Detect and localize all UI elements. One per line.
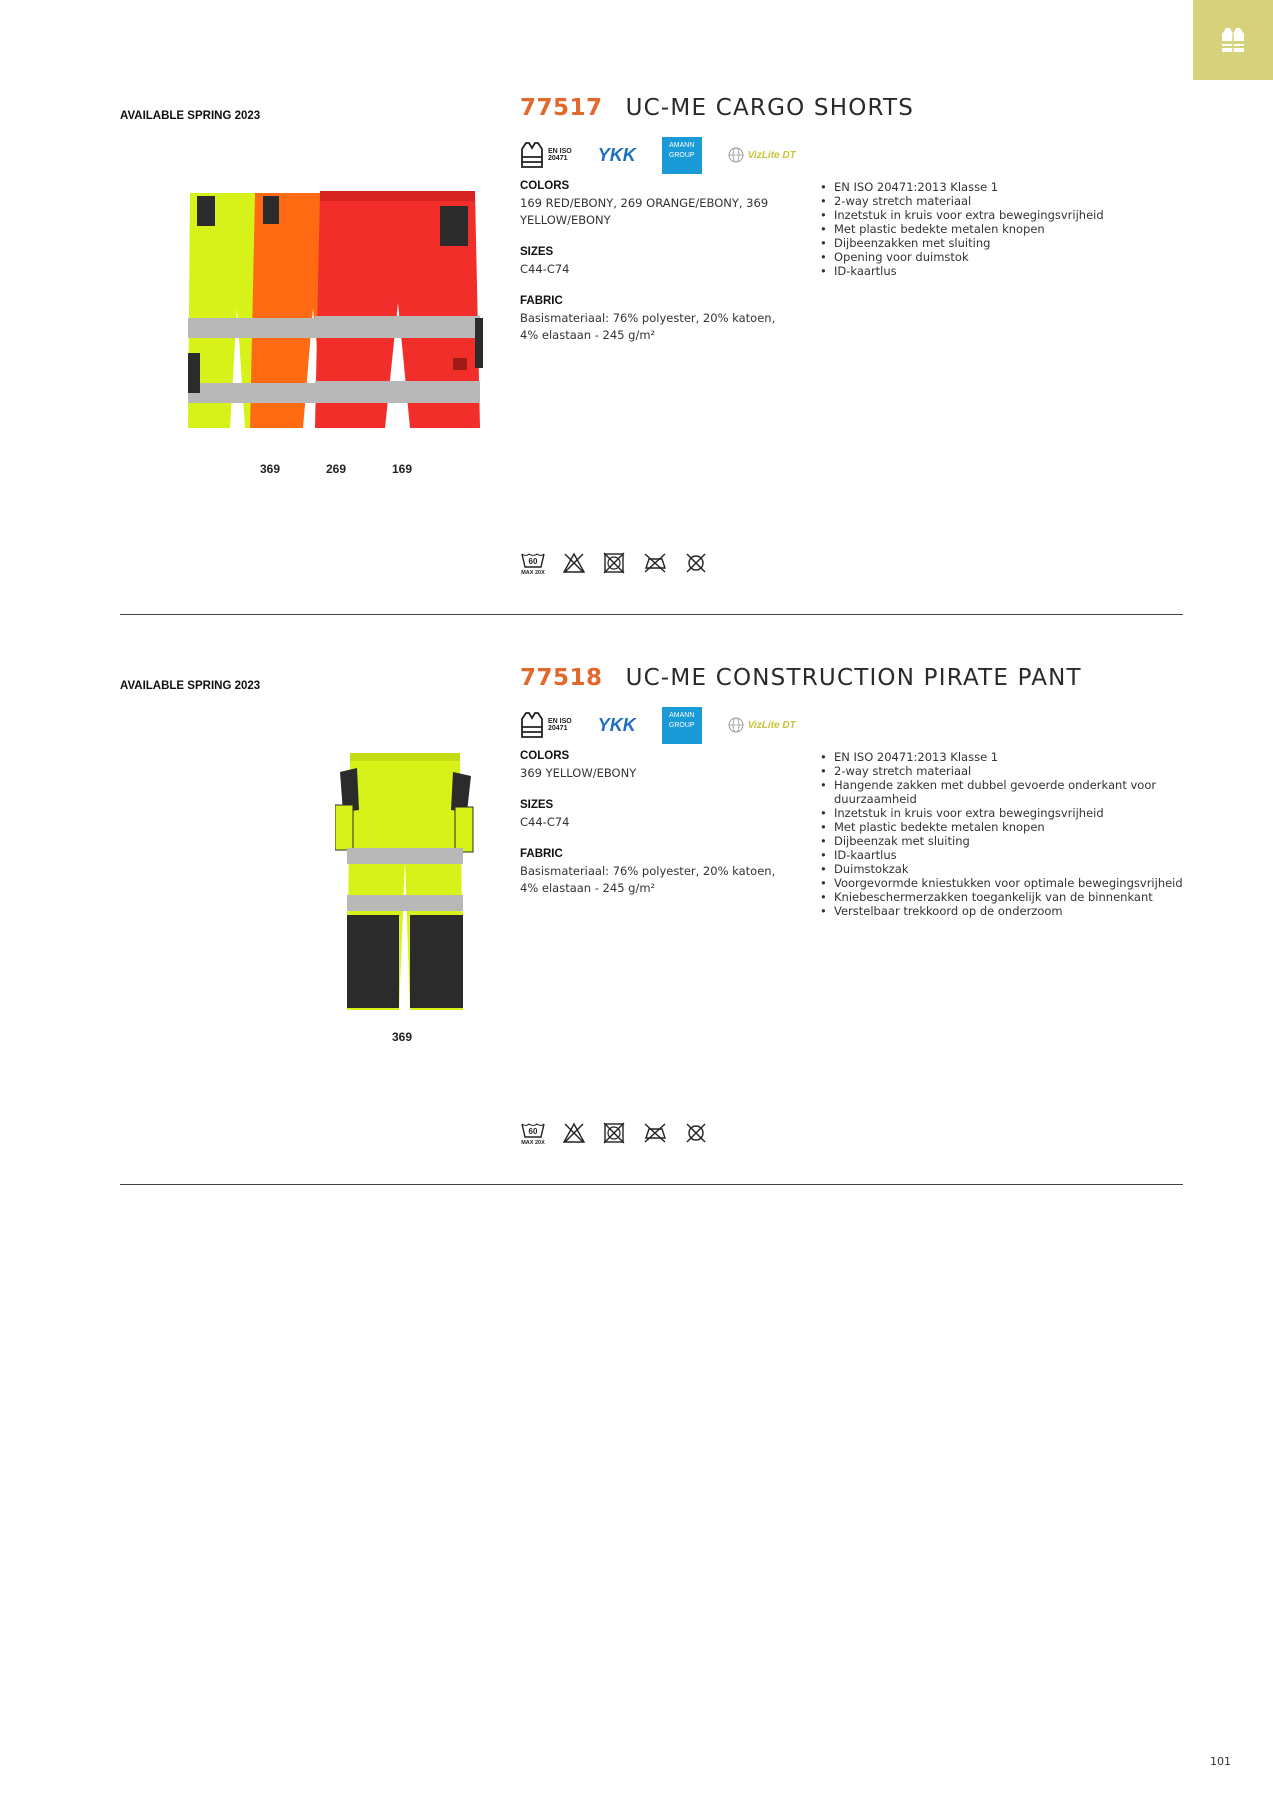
wash-60-icon (520, 550, 546, 576)
feature-item: • Met plastic bedekte metalen knopen (820, 222, 1190, 236)
no-tumble-dry-icon (602, 1121, 626, 1145)
en-iso-logo (520, 141, 572, 169)
product-specs (520, 750, 780, 914)
product-code: 77518 (520, 665, 603, 691)
vizlite-text: VizLite DT (747, 719, 796, 731)
feature-item: • Inzetstuk in kruis voor extra bewegingsvrijheid (820, 208, 1190, 222)
fabric-value: Basismateriaal: 76% polyester, 20% katoen, 4% elastaan - 245 g/m² (520, 864, 776, 895)
feature-item: • Duimstokzak (820, 862, 1190, 876)
care-icons (520, 550, 708, 576)
feature-item: • Inzetstuk in kruis voor extra bewegingsvrijheid (820, 806, 1190, 820)
care-icons (520, 1120, 708, 1146)
svg-text:60: 60 (528, 557, 538, 566)
feature-item: • EN ISO 20471:2013 Klasse 1 (820, 750, 1190, 764)
globe-icon (728, 147, 744, 163)
sizes-value: C44-C74 (520, 262, 570, 276)
certification-logos (520, 705, 796, 745)
feature-item: • Hangende zakken met dubbel gevoerde onderkant voor duurzaamheid (820, 778, 1190, 806)
no-bleach-icon (562, 1121, 586, 1145)
shorts-red (315, 191, 483, 428)
colors-label: COLORS (520, 750, 570, 762)
vizlite-logo (728, 717, 796, 733)
feature-item: • ID-kaartlus (820, 264, 1190, 278)
en-iso-logo (520, 711, 572, 739)
no-iron-icon (642, 1121, 668, 1145)
certification-logos (520, 135, 796, 175)
feature-list (820, 180, 1190, 278)
feature-item: • ID-kaartlus (820, 848, 1190, 862)
sizes-value: C44-C74 (520, 815, 570, 829)
product-title (520, 95, 914, 121)
vizlite-text: VizLite DT (747, 149, 796, 161)
no-dry-clean-icon (684, 551, 708, 575)
sizes-label: SIZES (520, 799, 554, 811)
no-bleach-icon (562, 551, 586, 575)
colors-value: 169 RED/EBONY, 269 ORANGE/EBONY, 369 YELLOW/EBONY (520, 196, 769, 227)
feature-item: • EN ISO 20471:2013 Klasse 1 (820, 180, 1190, 194)
fabric-label: FABRIC (520, 848, 563, 860)
globe-icon (728, 717, 744, 733)
feature-item: • Opening voor duimstok (820, 250, 1190, 264)
product-code: 77517 (520, 95, 603, 121)
product-specs (520, 180, 780, 361)
feature-list (820, 750, 1190, 918)
wash-60-icon (520, 1120, 546, 1146)
feature-item: • 2-way stretch materiaal (820, 764, 1190, 778)
no-dry-clean-icon (684, 1121, 708, 1145)
feature-item: • Kniebeschermerzakken toegankelijk van de binnenkant (820, 890, 1190, 904)
section-tab (1193, 0, 1273, 80)
sizes-label: SIZES (520, 246, 554, 258)
section-divider (120, 1184, 1183, 1185)
hi-vis-vest-icon (520, 711, 544, 739)
fabric-value: Basismateriaal: 76% polyester, 20% katoen, 4% elastaan - 245 g/m² (520, 311, 776, 342)
product-image-cargo-shorts (185, 188, 485, 433)
amann-logo: AMANN GROUP (662, 707, 702, 744)
product-section-77517 (120, 95, 1183, 615)
fabric-label: FABRIC (520, 295, 563, 307)
hi-vis-vest-icon (520, 141, 544, 169)
feature-item: • 2-way stretch materiaal (820, 194, 1190, 208)
product-image-pirate-pant (335, 750, 475, 1020)
availability-label: AVAILABLE SPRING 2023 (120, 110, 261, 122)
product-name: UC-ME CONSTRUCTION PIRATE PANT (625, 665, 1082, 691)
availability-label: AVAILABLE SPRING 2023 (120, 680, 261, 692)
colors-value: 369 YELLOW/EBONY (520, 766, 637, 780)
amann-logo: AMANN GROUP (662, 137, 702, 174)
swatch-label: 369 (260, 462, 281, 476)
product-title (520, 665, 1082, 691)
svg-text:60: 60 (528, 1127, 538, 1136)
ykk-logo: YKK (597, 144, 636, 165)
swatch-label: 369 (392, 1030, 413, 1044)
hi-vis-vest-icon (1218, 25, 1248, 55)
en-iso-text: EN ISO 20471 (548, 718, 572, 732)
product-name: UC-ME CARGO SHORTS (625, 95, 915, 121)
vizlite-logo (728, 147, 796, 163)
feature-item: • Met plastic bedekte metalen knopen (820, 820, 1190, 834)
ykk-logo: YKK (597, 714, 636, 735)
no-iron-icon (642, 551, 668, 575)
swatch-label: 269 (326, 462, 347, 476)
en-iso-text: EN ISO 20471 (548, 148, 572, 162)
feature-item: • Dijbeenzakken met sluiting (820, 236, 1190, 250)
feature-item: • Dijbeenzak met sluiting (820, 834, 1190, 848)
swatch-label: 169 (392, 462, 413, 476)
feature-item: • Verstelbaar trekkoord op de onderzoom (820, 904, 1190, 918)
no-tumble-dry-icon (602, 551, 626, 575)
page-number: 101 (1210, 1755, 1231, 1768)
colors-label: COLORS (520, 180, 570, 192)
product-section-77518 (120, 665, 1183, 1185)
svg-text:MAX 20X: MAX 20X (521, 570, 545, 576)
section-divider (120, 614, 1183, 615)
svg-text:MAX 20X: MAX 20X (521, 1140, 545, 1146)
feature-item: • Voorgevormde kniestukken voor optimale bewegingsvrijheid (820, 876, 1190, 890)
